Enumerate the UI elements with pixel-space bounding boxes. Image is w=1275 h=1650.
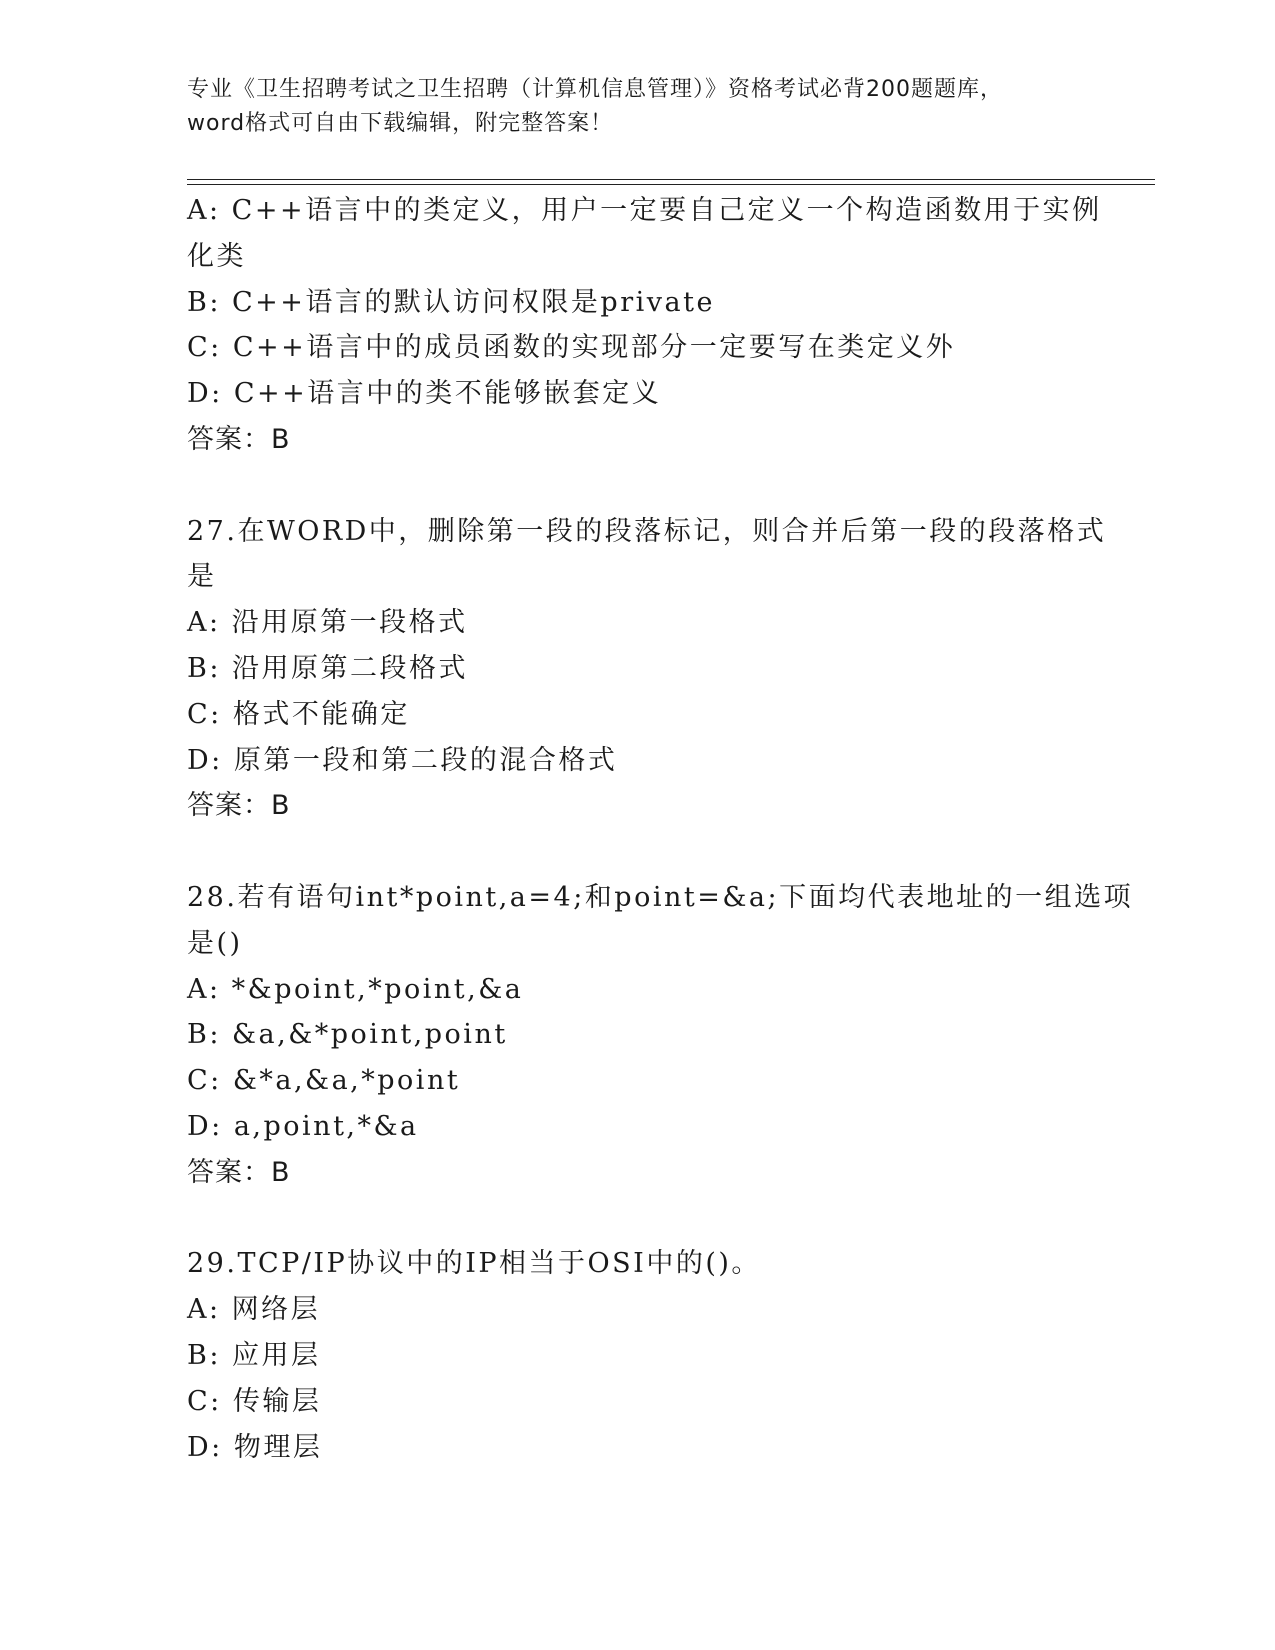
question-text-line-2: 是()	[187, 927, 243, 959]
question-27	[187, 509, 1107, 830]
option-b: B: 沿用原第二段格式	[187, 652, 469, 684]
spacer	[187, 463, 1087, 509]
option-c: C: 格式不能确定	[187, 698, 410, 730]
header-line-2: word格式可自由下载编辑，附完整答案！	[187, 111, 614, 136]
option-c: C: &*a,&a,*point	[187, 1065, 461, 1097]
option-c: C: 传输层	[187, 1385, 322, 1417]
option-a: A: *&point,*point,&a	[187, 973, 524, 1005]
spacer	[187, 829, 1087, 875]
option-b: B: C++语言的默认访问权限是private	[187, 286, 715, 318]
question-text-line-2: 是	[187, 561, 217, 593]
answer: 答案：B	[187, 423, 291, 455]
question-text-line-1: 29.TCP/IP协议中的IP相当于OSI中的()。	[187, 1248, 761, 1280]
option-b: B: 应用层	[187, 1339, 321, 1371]
question-28	[187, 875, 1134, 1196]
option-a-line-2: 化类	[187, 240, 246, 272]
header-divider-top	[187, 179, 1155, 180]
option-a-line-1: A: C++语言中的类定义，用户一定要自己定义一个构造函数用于实例	[187, 195, 1102, 226]
answer: 答案：B	[187, 790, 291, 822]
question-29	[187, 1241, 1087, 1470]
option-d: D: 物理层	[187, 1431, 323, 1463]
option-d: D: a,point,*&a	[187, 1110, 419, 1142]
question-text-line-1: 27.在WORD中，删除第一段的段落标记，则合并后第一段的段落格式	[187, 515, 1107, 547]
document-header	[187, 73, 1087, 141]
option-d: D: C++语言中的类不能够嵌套定义	[187, 378, 662, 410]
question-text-line-1: 28.若有语句int*point,a=4;和point=&a;下面均代表地址的一组选项	[187, 881, 1134, 913]
question-26	[187, 188, 1102, 463]
option-d: D: 原第一段和第二段的混合格式	[187, 744, 618, 776]
header-divider-bottom	[187, 184, 1155, 185]
spacer	[187, 1196, 1087, 1242]
header-line-1: 专业《卫生招聘考试之卫生招聘（计算机信息管理）》资格考试必背200题题库，	[187, 77, 1003, 102]
answer: 答案：B	[187, 1156, 291, 1188]
option-a: A: 网络层	[187, 1294, 321, 1326]
option-b: B: &a,&*point,point	[187, 1019, 508, 1051]
option-c: C: C++语言中的成员函数的实现部分一定要写在类定义外	[187, 332, 956, 364]
question-list	[187, 188, 1134, 1470]
option-a: A: 沿用原第一段格式	[187, 607, 468, 639]
